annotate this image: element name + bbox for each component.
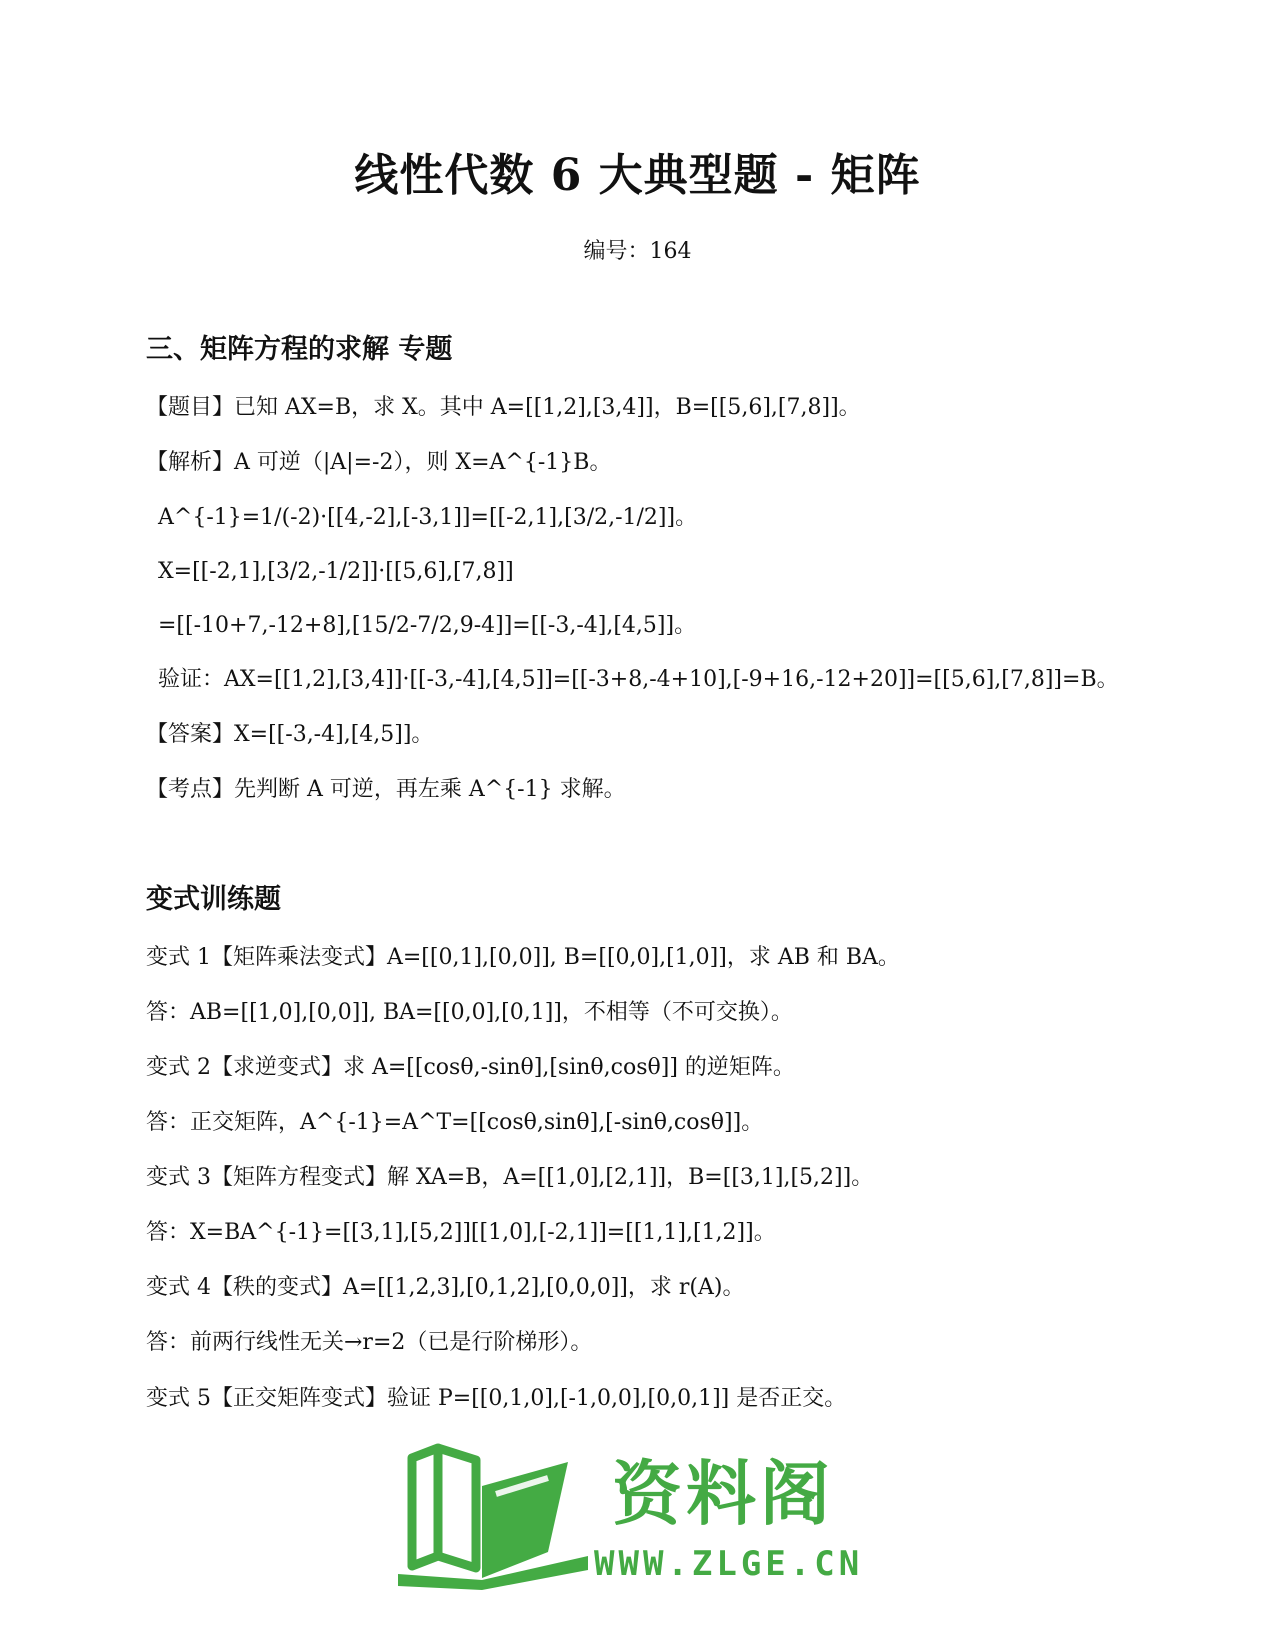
open-book-icon — [398, 1440, 598, 1590]
variant-question: 变式 2【求逆变式】求 A=[[cosθ,-sinθ],[sinθ,cosθ]] 的逆矩阵。 — [146, 1055, 795, 1080]
analysis-line: X=[[-2,1],[3/2,-1/2]]·[[5,6],[7,8]] — [158, 559, 514, 584]
watermark-text: 资料阁 — [612, 1453, 834, 1535]
variant-question: 变式 1【矩阵乘法变式】A=[[0,1],[0,0]], B=[[0,0],[1,0]]，求 AB 和 BA。 — [146, 945, 900, 970]
section-heading-matrix-equation: 三、矩阵方程的求解 专题 — [146, 334, 453, 365]
variant-answer: 答：AB=[[1,0],[0,0]], BA=[[0,0],[0,1]]，不相等（不可交换）。 — [146, 1000, 793, 1025]
variant-answer: 答：X=BA^{-1}=[[3,1],[5,2]][[1,0],[-2,1]]=[[1,1],[1,2]]。 — [146, 1220, 776, 1245]
variant-answer: 答：正交矩阵，A^{-1}=A^T=[[cosθ,sinθ],[-sinθ,cosθ]]。 — [146, 1110, 764, 1135]
answer-line: 【答案】X=[[-3,-4],[4,5]]。 — [146, 722, 434, 747]
variant-question: 变式 3【矩阵方程变式】解 XA=B，A=[[1,0],[2,1]]，B=[[3,1],[5,2]]。 — [146, 1165, 874, 1190]
key-point-line: 【考点】先判断 A 可逆，再左乘 A^{-1} 求解。 — [146, 777, 626, 802]
analysis-line: A^{-1}=1/(-2)·[[4,-2],[-3,1]]=[[-2,1],[3/2,-1/2]]。 — [158, 505, 698, 530]
analysis-line: =[[-10+7,-12+8],[15/2-7/2,9-4]]=[[-3,-4],[4,5]]。 — [158, 613, 697, 638]
verification-line: 验证：AX=[[1,2],[3,4]]·[[-3,-4],[4,5]]=[[-3+8,-4+10],[-9+16,-12+20]]=[[5,6],[7,8]]=B。 — [158, 667, 1119, 692]
variant-question: 变式 5【正交矩阵变式】验证 P=[[0,1,0],[-1,0,0],[0,0,1]] 是否正交。 — [146, 1386, 847, 1411]
variant-question: 变式 4【秩的变式】A=[[1,2,3],[0,1,2],[0,0,0]]，求 r(A)。 — [146, 1275, 745, 1300]
analysis-line: 【解析】A 可逆（|A|=-2），则 X=A^{-1}B。 — [146, 450, 612, 475]
variant-answer: 答：前两行线性无关→r=2（已是行阶梯形）。 — [146, 1330, 593, 1355]
watermark-logo — [398, 1440, 878, 1600]
watermark-url: WWW.ZLGE.CN — [594, 1544, 864, 1584]
document-serial: 编号：164 — [583, 239, 692, 264]
document-title: 线性代数 6 大典型题 - 矩阵 — [354, 150, 921, 201]
problem-statement: 【题目】已知 AX=B，求 X。其中 A=[[1,2],[3,4]]，B=[[5,6],[7,8]]。 — [146, 395, 861, 420]
section-heading-variants: 变式训练题 — [146, 884, 281, 915]
